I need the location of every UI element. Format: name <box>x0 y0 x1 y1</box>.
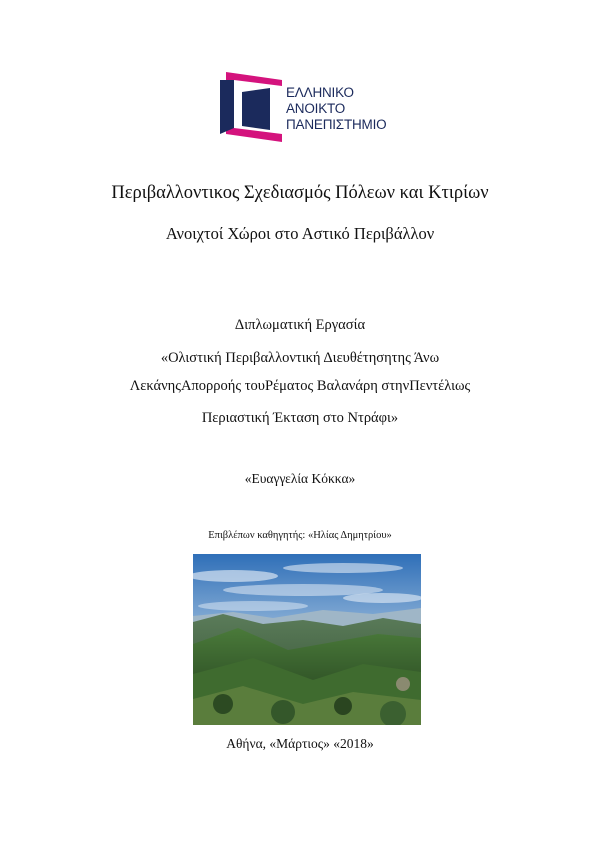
supervisor: Επιβλέπων καθηγητής: «Ηλίας Δημητρίου» <box>208 530 392 541</box>
logo-line-2: ΑΝΟΙΚΤΟ <box>286 101 346 116</box>
university-logo <box>220 72 405 142</box>
thesis-type: Διπλωματική Εργασία <box>234 317 366 333</box>
program-title: Περιβαλλοντικος Σχεδιασμός Πόλεων και Κτιρίων <box>111 183 489 203</box>
module-title: Ανοιχτοί Χώροι στο Αστικό Περιβάλλον <box>165 224 435 243</box>
thesis-title-line-2: ΛεκάνηςΑπορροής τουΡέματος Βαλανάρη στηνΠεντέλιως <box>129 378 471 394</box>
landscape-photo <box>193 554 421 725</box>
logo-line-3: ΠΑΝΕΠΙΣΤΗΜΙΟ <box>286 117 387 132</box>
logo-emblem-icon <box>220 72 282 142</box>
logo-wordmark <box>286 85 386 133</box>
thesis-title-line-3: Περιαστική Έκταση στο Ντράφι» <box>201 410 399 426</box>
thesis-title-line-1: «Ολιστική Περιβαλλοντική Διευθέτησητης Άνω <box>160 350 440 366</box>
author-name: «Ευαγγελία Κόκκα» <box>244 471 356 486</box>
landscape-image <box>193 554 421 725</box>
place-and-date: Αθήνα, «Μάρτιος» «2018» <box>226 736 374 751</box>
logo-line-1: ΕΛΛΗΝΙΚΟ <box>286 85 354 100</box>
